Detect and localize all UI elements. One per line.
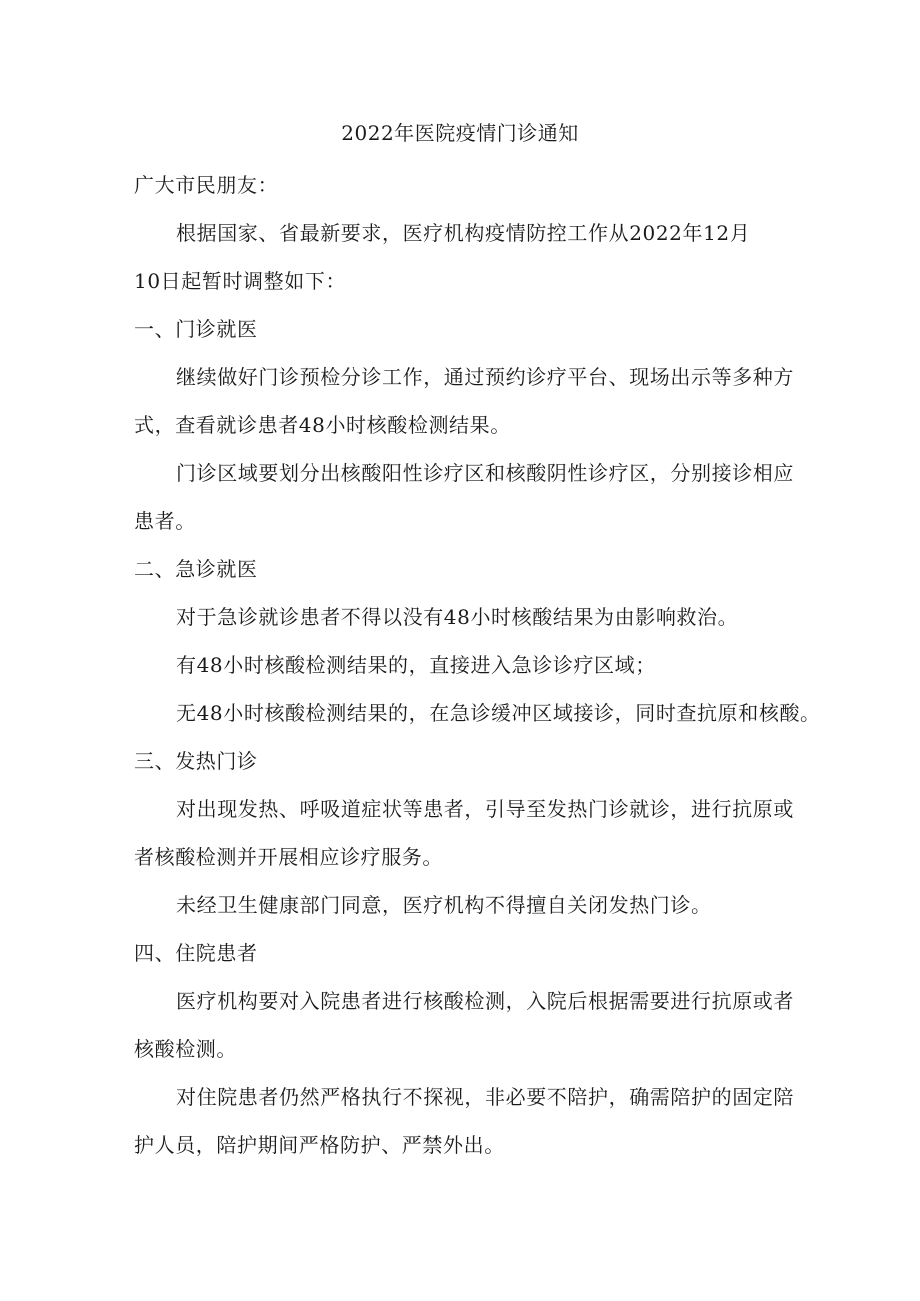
paragraph-line: 未经卫生健康部门同意，医疗机构不得擅自关闭发热门诊。 xyxy=(176,893,712,917)
paragraph-line: 继续做好门诊预检分诊工作，通过预约诊疗平台、现场出示等多种方 xyxy=(176,365,794,389)
paragraph-line: 者核酸检测并开展相应诊疗服务。 xyxy=(134,845,443,869)
section-heading-outpatient: 一、门诊就医 xyxy=(134,317,258,341)
paragraph-line: 医疗机构要对入院患者进行核酸检测，入院后根据需要进行抗原或者 xyxy=(176,989,794,1013)
paragraph-line: 患者。 xyxy=(134,509,196,533)
section-heading-inpatients: 四、住院患者 xyxy=(134,941,258,965)
intro-line-1: 根据国家、省最新要求，医疗机构疫情防控工作从2022年12月 xyxy=(176,221,751,245)
paragraph-line: 护人员，陪护期间严格防护、严禁外出。 xyxy=(134,1133,505,1157)
intro-line-2: 10日起暂时调整如下： xyxy=(134,269,347,293)
paragraph-line: 核酸检测。 xyxy=(134,1037,237,1061)
greeting: 广大市民朋友： xyxy=(134,173,279,197)
section-heading-fever-clinic: 三、发热门诊 xyxy=(134,749,258,773)
paragraph-line: 对住院患者仍然严格执行不探视，非必要不陪护，确需陪护的固定陪 xyxy=(176,1085,794,1109)
paragraph-line: 有48小时核酸检测结果的，直接进入急诊诊疗区域； xyxy=(176,653,656,677)
paragraph-line: 无48小时核酸检测结果的，在急诊缓冲区域接诊，同时查抗原和核酸。 xyxy=(176,701,821,725)
page-title: 2022年医院疫情门诊通知 xyxy=(341,121,579,145)
paragraph-line: 式，查看就诊患者48小时核酸检测结果。 xyxy=(134,413,511,437)
paragraph-line: 对于急诊就诊患者不得以没有48小时核酸结果为由影响救治。 xyxy=(176,605,739,629)
paragraph-line: 对出现发热、呼吸道症状等患者，引导至发热门诊就诊，进行抗原或 xyxy=(176,797,794,821)
section-heading-emergency: 二、急诊就医 xyxy=(134,557,258,581)
paragraph-line: 门诊区域要划分出核酸阳性诊疗区和核酸阴性诊疗区，分别接诊相应 xyxy=(176,461,794,485)
